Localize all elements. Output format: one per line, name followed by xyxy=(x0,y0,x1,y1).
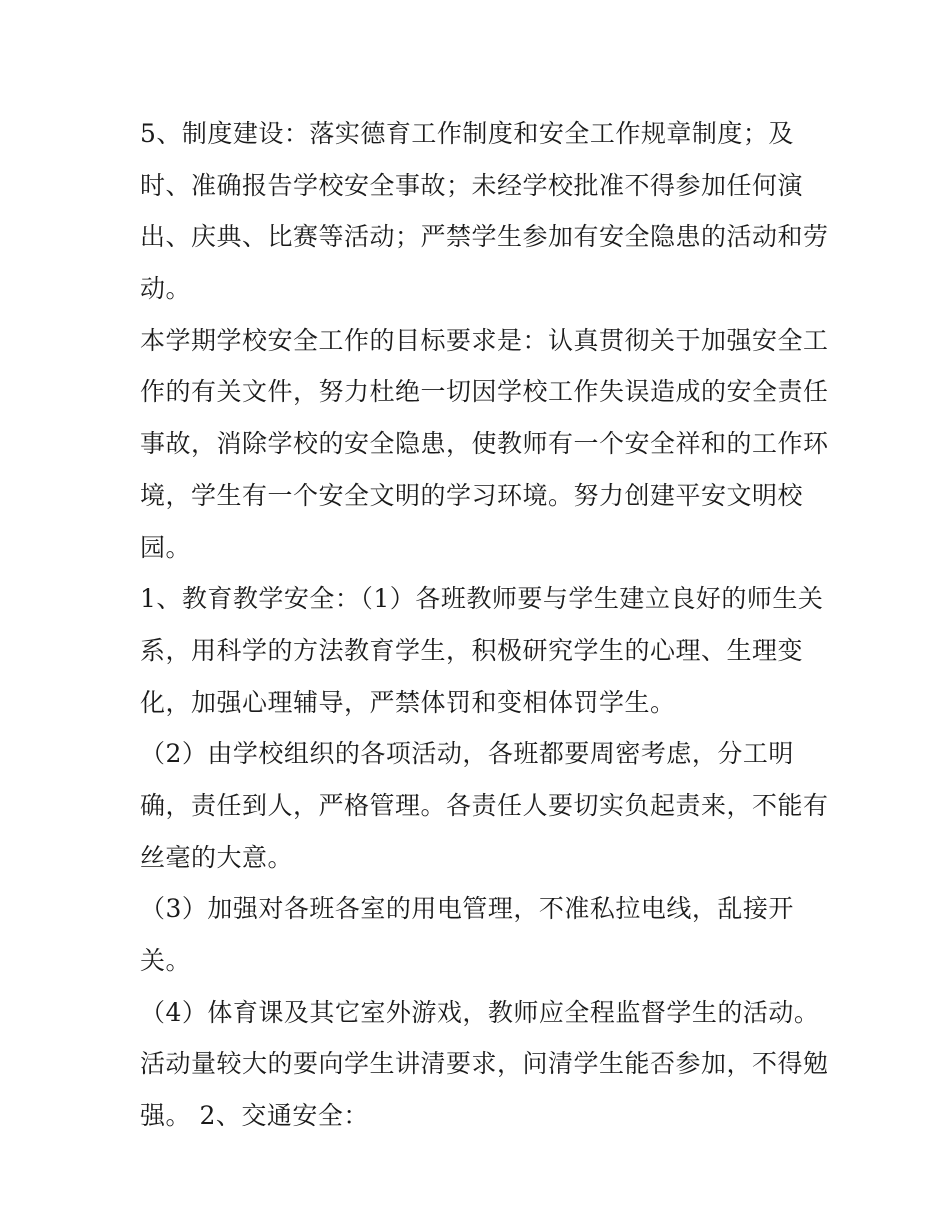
text-line: 动。 xyxy=(140,274,192,304)
text-line: 事故，消除学校的安全隐患，使教师有一个安全祥和的工作环 xyxy=(140,429,829,459)
text-line: 1、教育教学安全：（1）各班教师要与学生建立良好的师生关 xyxy=(140,584,824,614)
text-line: 关。 xyxy=(140,946,192,975)
text-line: 出、庆典、比赛等活动；严禁学生参加有安全隐患的活动和劳 xyxy=(140,222,829,252)
text-line: 境，学生有一个安全文明的学习环境。努力创建平安文明校 xyxy=(140,480,804,510)
text-line: 强。 2、交通安全： xyxy=(140,1101,369,1131)
text-line: 园。 xyxy=(140,532,192,562)
text-line: 活动量较大的要向学生讲清要求，问清学生能否参加，不得勉 xyxy=(140,1049,829,1079)
text-line: 确，责任到人，严格管理。各责任人要切实负起责来，不能有 xyxy=(140,790,829,820)
text-line: 本学期学校安全工作的目标要求是：认真贯彻关于加强安全工 xyxy=(140,325,829,355)
text-line: 时、准确报告学校安全事故；未经学校批准不得参加任何演 xyxy=(140,170,804,200)
text-line: 系，用科学的方法教育学生，积极研究学生的心理、生理变 xyxy=(140,635,804,665)
text-line: 作的有关文件，努力杜绝一切因学校工作失误造成的安全责任 xyxy=(140,377,829,407)
text-line: （4）体育课及其它室外游戏，教师应全程监督学生的活动。 xyxy=(140,997,820,1027)
text-line: 化，加强心理辅导，严禁体罚和变相体罚学生。 xyxy=(140,687,676,717)
text-line: （2）由学校组织的各项活动，各班都要周密考虑，分工明 xyxy=(140,739,794,769)
document-body xyxy=(140,108,829,1142)
text-line: 丝毫的大意。 xyxy=(140,842,294,872)
text-line: 5、制度建设：落实德育工作制度和安全工作规章制度；及 xyxy=(140,119,794,148)
text-line: （3）加强对各班各室的用电管理，不准私拉电线，乱接开 xyxy=(140,894,794,924)
